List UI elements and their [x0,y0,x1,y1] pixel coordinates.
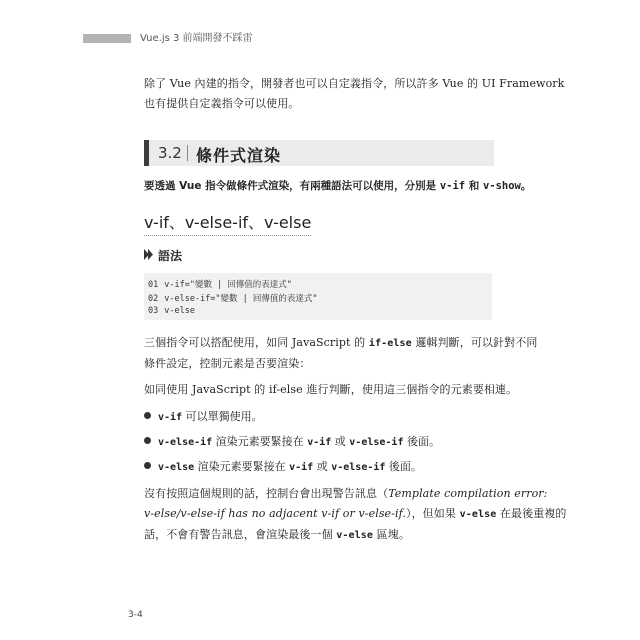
paragraph-warning-line-1 [144,484,567,504]
code-line [148,292,318,304]
bullet-icon [144,412,151,419]
code-block [144,273,492,320]
section-title: 條件式渲染 [196,146,282,165]
paragraph-warning [144,484,567,546]
code-line-text: v-if="變數 | 回傳值的表達式" [164,280,292,290]
text-run: 或 [313,460,332,473]
paragraph-warning-line-3 [144,525,567,546]
warning-message: Template compilation error: [388,487,548,500]
code-line-number: 02 [148,294,159,304]
section-number: 3.2 [158,144,182,162]
code-line-text: v-else [164,306,195,316]
section-intro-end: 。 [520,180,532,192]
subheading: v-if、v-else-if、v-else [144,210,311,236]
paragraph-warning-line-2 [144,504,567,525]
text-run: 後面。 [403,435,440,448]
intro-line-2: 也有提供自定義指令可以使用。 [144,97,300,110]
code-line-text: v-else-if="變數 | 回傳值的表達式" [164,294,318,304]
code-v-else-if: v-else-if [349,437,404,448]
text-run: 沒有按照這個規則的話，控制台會出現警告訊息（ [144,487,389,500]
text-run: 渲染元素要緊接在 [212,435,308,448]
code-v-if: v-if [289,462,314,473]
text-run: 後面。 [385,460,422,473]
section-divider [187,145,188,161]
section-intro [144,178,531,193]
warning-message: v-else/v-else-if has no adjacent v-if or v-else-if. [144,507,406,520]
code-if-else: if-else [368,338,412,349]
section-heading-bar [144,140,149,166]
section-heading [144,140,494,166]
bullet-icon [144,462,151,469]
double-arrow-icon [144,249,153,260]
code-v-show: v-show [482,180,521,192]
section-intro-and: 和 [465,180,483,192]
text-run: 邏輯判斷，可以針對不同 [411,336,538,349]
text-run: 可以單獨使用。 [182,410,263,423]
text-run: 或 [331,435,350,448]
bullet-icon [144,437,151,444]
code-v-else: v-else [158,462,195,473]
code-v-else-if: v-else-if [331,462,386,473]
code-v-else: v-else [459,509,497,520]
intro-paragraph [144,74,564,114]
list-item-text [158,433,440,449]
code-line-number: 01 [148,280,159,290]
text-run: 渲染元素要緊接在 [194,460,290,473]
text-run: ），但如果 [405,507,460,520]
text-run: 話，不會有警告訊息，會渲染最後一個 [144,528,337,541]
section-intro-text: 要透過 Vue 指令做條件式渲染，有兩種語法可以使用，分別是 [144,180,440,192]
paragraph-adjacent: 如同使用 JavaScript 的 if-else 進行判斷，使用這三個指令的元素要相連。 [144,383,518,396]
list-item-text [158,458,422,474]
text-run: 在最後重複的 [496,507,567,520]
header-bar [83,34,131,43]
code-line [148,278,292,290]
code-line [148,306,195,316]
code-v-if: v-if [439,180,466,192]
list-item-text [158,408,263,424]
paragraph-if-else-line-1 [144,333,537,354]
text-run: 區塊。 [373,528,410,541]
page-number: 3-4 [128,610,143,620]
code-line-number: 03 [148,306,159,316]
text-run: 三個指令可以搭配使用，如同 JavaScript 的 [144,336,369,349]
intro-line-1: 除了 Vue 內建的指令，開發者也可以自定義指令，所以許多 Vue 的 UI Framework [144,77,565,90]
paragraph-if-else [144,333,537,374]
code-v-if: v-if [158,412,183,423]
paragraph-if-else-line-2: 條件設定，控制元素是否要渲染： [144,357,311,370]
running-title: Vue.js 3 前端開發不踩雷 [140,33,253,44]
code-v-else: v-else [336,530,374,541]
code-v-if: v-if [307,437,332,448]
code-v-else-if: v-else-if [158,437,213,448]
syntax-label-text: 語法 [158,249,183,263]
